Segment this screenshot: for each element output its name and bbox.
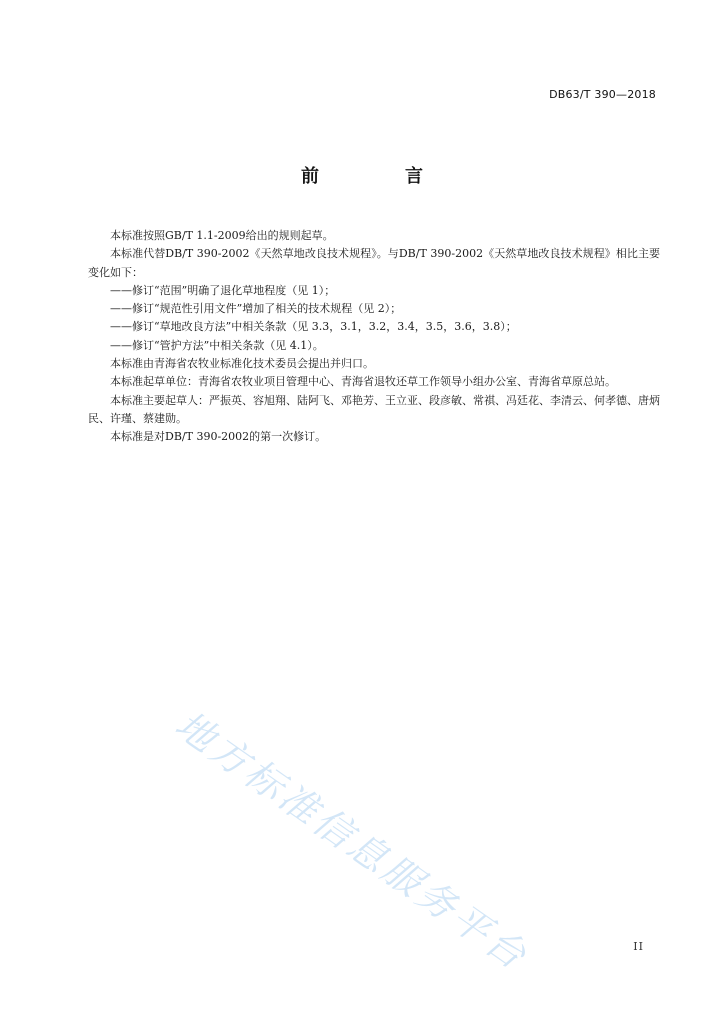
standard-code: DB63/T 390—2018 [549, 88, 656, 101]
watermark: 地方标准信息服务平台 [167, 702, 537, 980]
change-item-management: ——修订“管护方法”中相关条款（见 4.1）。 [110, 338, 324, 352]
paragraph-drafting-rules: 本标准按照GB/T 1.1-2009给出的规则起草。 [110, 229, 334, 242]
paragraph-replaces: 本标准代替DB/T 390-2002《天然草地改良技术规程》。与DB/T 390-2002《天然草地改良技术规程》相比主要变化如下： [88, 247, 660, 279]
paragraph-revision-note: 本标准是对DB/T 390-2002的第一次修订。 [110, 430, 327, 444]
foreword-body [88, 227, 660, 447]
paragraph-drafters: 本标准主要起草人：严振英、容旭翔、陆阿飞、邓艳芳、王立亚、段彦敏、常祺、冯廷花、李清云、何孝德、唐炳民、许瑾、蔡建勋。 [88, 393, 660, 425]
change-item-methods: ——修订“草地改良方法”中相关条款（见 3.3，3.1，3.2，3.4，3.5，3.6，3.8）； [110, 320, 517, 334]
change-item-references: ——修订“规范性引用文件”增加了相关的技术规程（见 2）； [110, 302, 402, 316]
page-title: 前 言 [301, 166, 457, 187]
paragraph-proposed-by: 本标准由青海省农牧业标准化技术委员会提出并归口。 [110, 357, 374, 371]
change-item-scope: ——修订“范围”明确了退化草地程度（见 1）； [110, 283, 336, 297]
paragraph-drafting-units: 本标准起草单位：青海省农牧业项目管理中心、青海省退牧还草工作领导小组办公室、青海省草原总站。 [110, 375, 616, 389]
page-number: II [633, 940, 644, 953]
